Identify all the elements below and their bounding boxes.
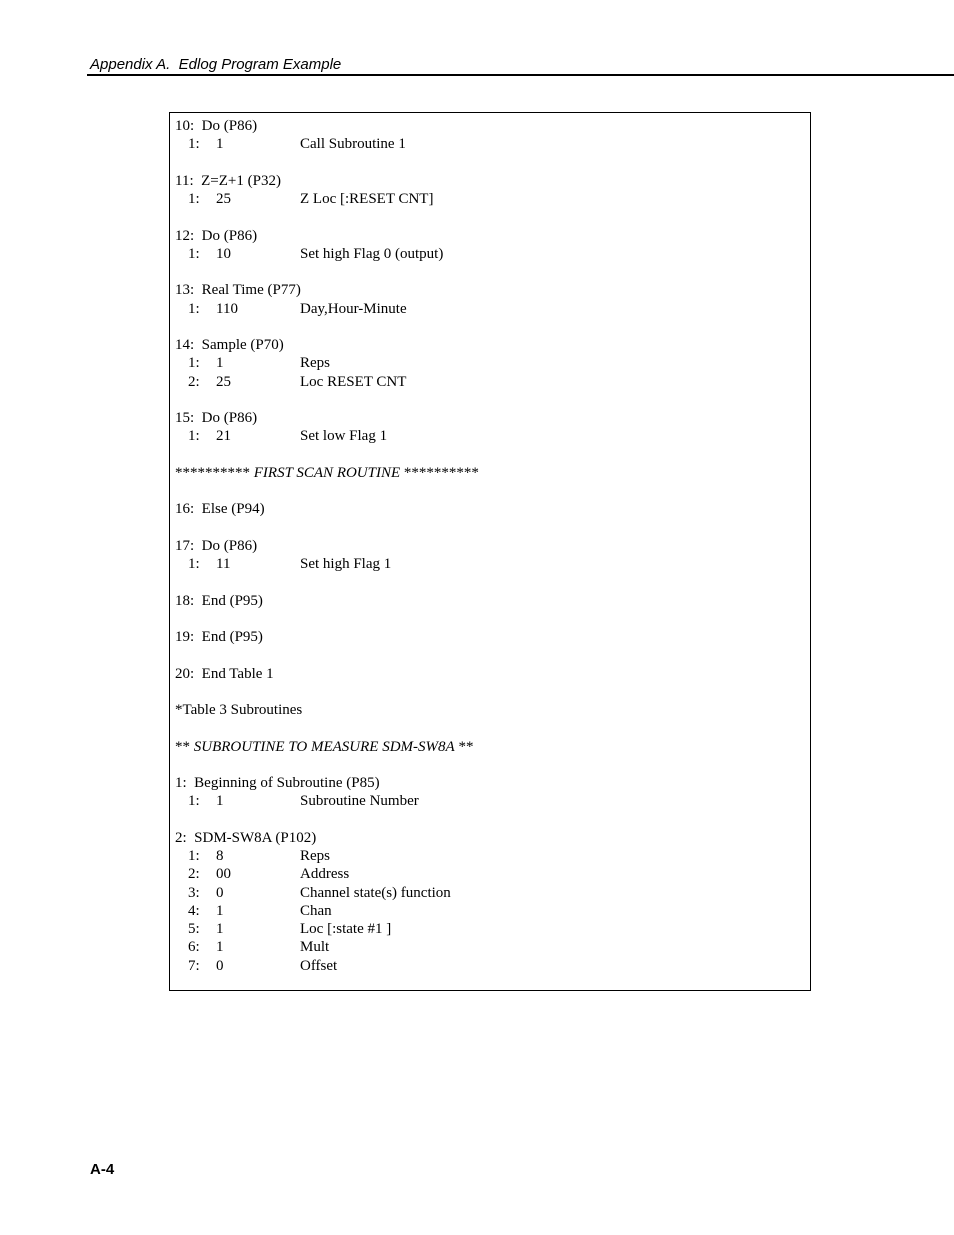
parameter-index: 1:	[188, 136, 200, 153]
parameter-index: 1:	[188, 428, 200, 445]
parameter-value: 11	[216, 556, 231, 572]
parameter-value: 0	[216, 957, 224, 974]
header-rule	[87, 74, 954, 76]
parameter-line	[175, 135, 810, 153]
parameter-value: 0	[216, 884, 224, 901]
parameter-line	[175, 354, 810, 372]
instruction-line: 13: Real Time (P77)	[175, 282, 301, 299]
instruction-line: 14: Sample (P70)	[175, 337, 284, 353]
parameter-description: Z Loc [:RESET CNT]	[300, 191, 434, 207]
blank-line	[175, 446, 810, 464]
parameter-description: Set low Flag 1	[300, 428, 388, 445]
parameter-description: Day,Hour-Minute	[300, 300, 407, 317]
parameter-index: 1:	[188, 848, 200, 864]
parameter-value: 1	[216, 939, 224, 956]
comment-text: FIRST SCAN ROUTINE	[253, 464, 401, 481]
blank-line	[175, 482, 810, 500]
blank-line	[175, 811, 810, 829]
parameter-description: Reps	[300, 848, 330, 864]
parameter-description: Loc [:state #1 ]	[300, 921, 392, 937]
parameter-line	[175, 884, 810, 902]
instruction-line: 11: Z=Z+1 (P32)	[175, 172, 281, 189]
parameter-description: Mult	[300, 939, 330, 956]
parameter-line	[175, 957, 810, 975]
parameter-index: 1:	[188, 245, 200, 262]
parameter-value: 1	[216, 902, 224, 919]
blank-line	[175, 318, 810, 336]
running-header-title: Appendix A. Edlog Program Example	[90, 56, 342, 73]
parameter-description: Channel state(s) function	[300, 884, 451, 901]
parameter-line	[175, 792, 810, 810]
parameter-value: 8	[216, 848, 224, 864]
parameter-line	[175, 555, 810, 573]
instruction-line: 2: SDM-SW8A (P102)	[175, 829, 317, 846]
parameter-index: 1:	[188, 355, 200, 372]
instruction-line: 1: Beginning of Subroutine (P85)	[175, 775, 380, 791]
parameter-index: 6:	[188, 939, 200, 956]
parameter-description: Subroutine Number	[300, 793, 419, 810]
parameter-value: 10	[216, 245, 231, 262]
instruction-line: 12: Do (P86)	[175, 227, 258, 244]
instruction-line: 20: End Table 1	[175, 665, 274, 682]
blank-line	[175, 610, 810, 628]
parameter-value: 1	[216, 921, 224, 937]
parameter-line	[175, 427, 810, 445]
comment-prefix: **	[175, 738, 194, 755]
blank-line	[175, 756, 810, 774]
blank-line	[175, 573, 810, 591]
instruction-line: 18: End (P95)	[175, 592, 263, 609]
parameter-line	[175, 902, 810, 920]
parameter-description: Loc RESET CNT	[300, 373, 407, 390]
instruction-line: 17: Do (P86)	[175, 537, 258, 554]
blank-line	[175, 263, 810, 281]
parameter-line	[175, 373, 810, 391]
parameter-line	[175, 190, 810, 208]
comment-line	[175, 738, 810, 756]
parameter-description: Call Subroutine 1	[300, 136, 406, 153]
parameter-line	[175, 245, 810, 263]
parameter-index: 4:	[188, 902, 200, 919]
blank-line	[175, 719, 810, 737]
parameter-description: Set high Flag 1	[300, 556, 392, 572]
parameter-line	[175, 865, 810, 883]
parameter-description: Address	[300, 866, 350, 883]
parameter-index: 5:	[188, 921, 200, 937]
parameter-value: 21	[216, 428, 231, 445]
program-listing-box	[169, 112, 811, 991]
blank-line	[175, 391, 810, 409]
parameter-value: 25	[216, 191, 231, 207]
parameter-index: 7:	[188, 957, 200, 974]
parameter-description: Offset	[300, 957, 338, 974]
parameter-value: 1	[216, 136, 224, 153]
instruction-line: 10: Do (P86)	[175, 118, 258, 134]
page-number: A-4	[90, 1161, 115, 1178]
parameter-index: 1:	[188, 191, 200, 207]
parameter-index: 1:	[188, 556, 200, 572]
parameter-line	[175, 938, 810, 956]
parameter-value: 1	[216, 355, 224, 372]
parameter-index: 1:	[188, 793, 200, 810]
blank-line	[175, 154, 810, 172]
comment-text: SUBROUTINE TO MEASURE SDM-SW8A	[193, 738, 455, 755]
parameter-value: 110	[216, 300, 238, 317]
parameter-index: 1:	[188, 300, 200, 317]
parameter-index: 2:	[188, 866, 200, 883]
instruction-line: *Table 3 Subroutines	[175, 702, 303, 718]
comment-prefix: **********	[175, 464, 254, 481]
parameter-value: 00	[216, 866, 231, 883]
comment-line	[175, 464, 810, 482]
instruction-line: 15: Do (P86)	[175, 410, 258, 426]
instruction-line: 19: End (P95)	[175, 629, 263, 645]
parameter-index: 3:	[188, 884, 200, 901]
parameter-index: 2:	[188, 373, 200, 390]
parameter-description: Reps	[300, 355, 330, 372]
parameter-description: Chan	[300, 902, 332, 919]
instruction-line: 16: Else (P94)	[175, 501, 265, 518]
parameter-line	[175, 920, 810, 938]
parameter-value: 25	[216, 373, 231, 390]
comment-suffix: **	[454, 738, 474, 755]
comment-suffix: **********	[400, 464, 479, 481]
parameter-line	[175, 847, 810, 865]
blank-line	[175, 683, 810, 701]
blank-line	[175, 646, 810, 664]
parameter-value: 1	[216, 793, 224, 810]
parameter-line	[175, 300, 810, 318]
blank-line	[175, 208, 810, 226]
parameter-description: Set high Flag 0 (output)	[300, 245, 444, 262]
blank-line	[175, 519, 810, 537]
